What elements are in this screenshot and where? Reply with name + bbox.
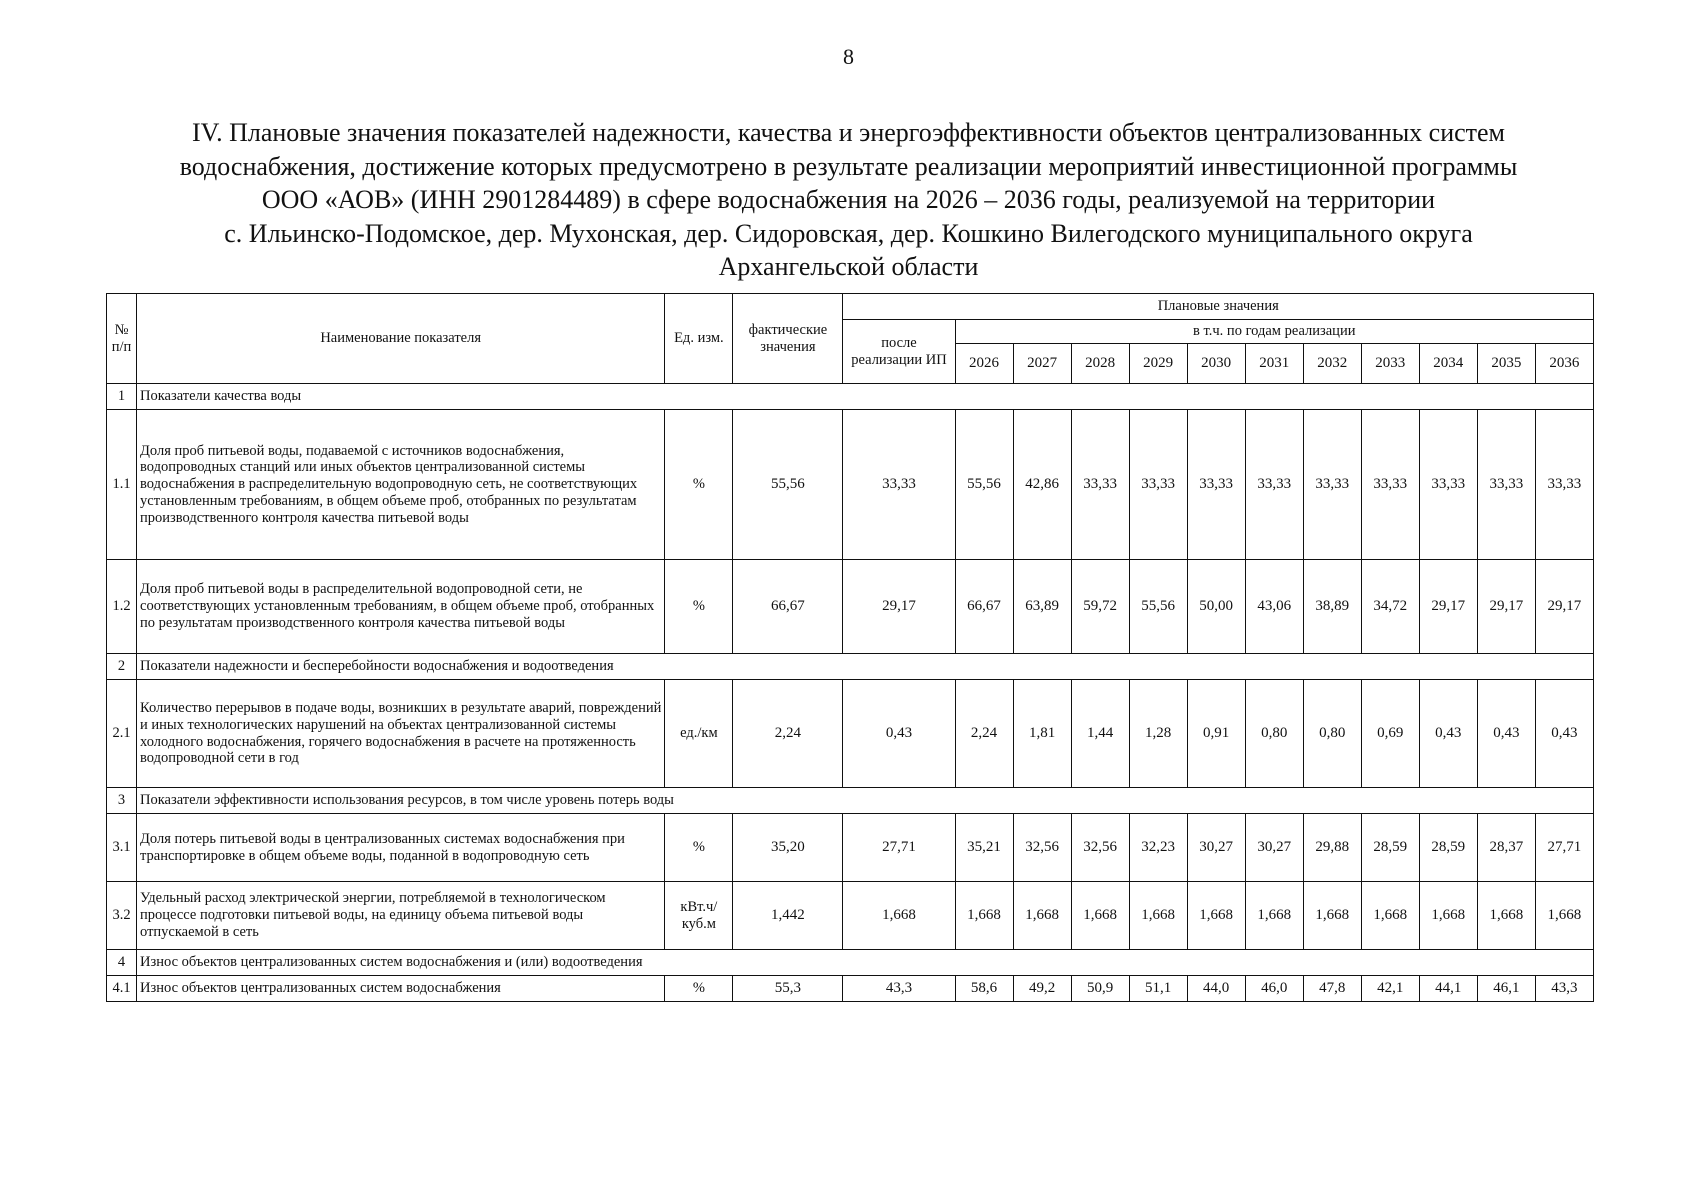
indicator-name: Доля проб питьевой воды в распределительной водопроводной сети, не соответствующих установленным требованиям, в общем объеме проб, отобранных по результатам производственного контроля качества питьевой воды [137,560,665,654]
heading-line: IV. Плановые значения показателей надежности, качества и энергоэффективности объектов централизованных систем [191,118,1506,147]
year-value-2033: 0,69 [1361,680,1419,788]
row-num: 3.1 [107,814,137,882]
header-by-years: в т.ч. по годам реализации [955,320,1593,344]
year-value-2027: 1,81 [1013,680,1071,788]
header-year-2029: 2029 [1129,344,1187,384]
year-value-2026: 2,24 [955,680,1013,788]
actual-value: 55,56 [733,410,843,560]
indicator-name: Количество перерывов в подаче воды, возникших в результате аварий, повреждений и иных технологических нарушений на объектах централизованной системы холодного водоснабжения, горячего водоснабжения в расчете на протяженность водопроводной сети в год [137,680,665,788]
year-value-2028: 1,44 [1071,680,1129,788]
year-value-2034: 1,668 [1419,882,1477,950]
heading-line: водоснабжения, достижение которых предусмотрено в результате реализации мероприятий инвестиционной программы [179,151,1518,181]
header-year-2034: 2034 [1419,344,1477,384]
year-value-2028: 33,33 [1071,410,1129,560]
year-value-2033: 42,1 [1361,976,1419,1002]
header-num: № п/п [107,294,137,384]
year-value-2034: 44,1 [1419,976,1477,1002]
year-value-2028: 59,72 [1071,560,1129,654]
row-num: 3.2 [107,882,137,950]
year-value-2031: 43,06 [1245,560,1303,654]
header-name: Наименование показателя [137,294,665,384]
year-value-2026: 58,6 [955,976,1013,1002]
year-value-2033: 34,72 [1361,560,1419,654]
section-title: Показатели эффективности использования ресурсов, в том числе уровень потерь воды [137,788,1594,814]
row-num: 1.2 [107,560,137,654]
heading-line: ООО «АОВ» (ИНН 2901284489) в сфере водоснабжения на 2026 – 2036 годы, реализуемой на территории [261,185,1436,214]
heading-line: Архангельской области [718,252,979,281]
section-title: Износ объектов централизованных систем водоснабжения и (или) водоотведения [137,950,1594,976]
page-number: 8 [843,44,854,69]
year-value-2030: 44,0 [1187,976,1245,1002]
section-row [107,788,1594,814]
year-value-2028: 50,9 [1071,976,1129,1002]
indicators-table [106,293,1594,1002]
header-after-implementation: после реализации ИП [843,320,955,384]
year-value-2032: 1,668 [1303,882,1361,950]
after-value: 1,668 [843,882,955,950]
year-value-2032: 29,88 [1303,814,1361,882]
year-value-2026: 55,56 [955,410,1013,560]
year-value-2036: 0,43 [1535,680,1593,788]
indicator-name: Доля потерь питьевой воды в централизованных системах водоснабжения при транспортировке в общем объеме воды, поданной в водопроводную сеть [137,814,665,882]
section-row [107,654,1594,680]
year-value-2029: 1,668 [1129,882,1187,950]
year-value-2036: 29,17 [1535,560,1593,654]
year-value-2030: 0,91 [1187,680,1245,788]
heading-line: с. Ильинско-Подомское, дер. Мухонская, дер. Сидоровская, дер. Кошкино Вилегодского муниципального округа [224,218,1473,248]
year-value-2026: 1,668 [955,882,1013,950]
year-value-2036: 43,3 [1535,976,1593,1002]
year-value-2027: 63,89 [1013,560,1071,654]
year-value-2032: 0,80 [1303,680,1361,788]
year-value-2029: 32,23 [1129,814,1187,882]
year-value-2036: 33,33 [1535,410,1593,560]
unit-cell: % [665,814,733,882]
year-value-2026: 66,67 [955,560,1013,654]
indicator-name: Удельный расход электрической энергии, потребляемой в технологическом процессе подготовки питьевой воды, на единицу объема питьевой воды отпускаемой в сеть [137,882,665,950]
header-year-2026: 2026 [955,344,1013,384]
year-value-2036: 1,668 [1535,882,1593,950]
unit-cell: ед./км [665,680,733,788]
indicator-name: Износ объектов централизованных систем водоснабжения [137,976,665,1002]
year-value-2032: 47,8 [1303,976,1361,1002]
header-year-2027: 2027 [1013,344,1071,384]
year-value-2030: 33,33 [1187,410,1245,560]
year-value-2029: 33,33 [1129,410,1187,560]
document-heading [60,116,1637,284]
row-num: 2.1 [107,680,137,788]
header-year-2032: 2032 [1303,344,1361,384]
table-row [107,560,1594,654]
actual-value: 35,20 [733,814,843,882]
section-num: 4 [107,950,137,976]
table-row [107,814,1594,882]
year-value-2031: 30,27 [1245,814,1303,882]
year-value-2026: 35,21 [955,814,1013,882]
header-year-2028: 2028 [1071,344,1129,384]
year-value-2030: 30,27 [1187,814,1245,882]
section-title: Показатели надежности и бесперебойности водоснабжения и водоотведения [137,654,1594,680]
unit-cell: % [665,976,733,1002]
row-num: 1.1 [107,410,137,560]
table-row [107,882,1594,950]
actual-value: 55,3 [733,976,843,1002]
section-num: 3 [107,788,137,814]
year-value-2030: 50,00 [1187,560,1245,654]
year-value-2036: 27,71 [1535,814,1593,882]
year-value-2028: 32,56 [1071,814,1129,882]
unit-cell: кВт.ч/ куб.м [665,882,733,950]
actual-value: 2,24 [733,680,843,788]
section-row [107,950,1594,976]
year-value-2029: 1,28 [1129,680,1187,788]
section-title: Показатели качества воды [137,384,1594,410]
header-year-2031: 2031 [1245,344,1303,384]
unit-cell: % [665,560,733,654]
year-value-2027: 32,56 [1013,814,1071,882]
table-row [107,410,1594,560]
year-value-2030: 1,668 [1187,882,1245,950]
year-value-2029: 55,56 [1129,560,1187,654]
year-value-2031: 0,80 [1245,680,1303,788]
table-row [107,680,1594,788]
year-value-2028: 1,668 [1071,882,1129,950]
indicator-name: Доля проб питьевой воды, подаваемой с источников водоснабжения, водопроводных станций или иных объектов централизованной системы водоснабжения в распределительную водопроводную сеть, не соответствующих установленным требованиям, в общем объеме проб, отобранных по результатам производственного контроля качества питьевой воды [137,410,665,560]
header-planned-group: Плановые значения [843,294,1594,320]
year-value-2034: 0,43 [1419,680,1477,788]
year-value-2027: 1,668 [1013,882,1071,950]
year-value-2035: 46,1 [1477,976,1535,1002]
year-value-2032: 33,33 [1303,410,1361,560]
year-value-2033: 33,33 [1361,410,1419,560]
year-value-2033: 1,668 [1361,882,1419,950]
year-value-2035: 28,37 [1477,814,1535,882]
after-value: 27,71 [843,814,955,882]
section-row [107,384,1594,410]
unit-cell: % [665,410,733,560]
actual-value: 66,67 [733,560,843,654]
year-value-2031: 1,668 [1245,882,1303,950]
header-year-2035: 2035 [1477,344,1535,384]
header-year-2036: 2036 [1535,344,1593,384]
year-value-2034: 28,59 [1419,814,1477,882]
year-value-2031: 33,33 [1245,410,1303,560]
year-value-2027: 49,2 [1013,976,1071,1002]
table-row [107,976,1594,1002]
header-actual: фактические значения [733,294,843,384]
after-value: 33,33 [843,410,955,560]
year-value-2033: 28,59 [1361,814,1419,882]
year-value-2034: 29,17 [1419,560,1477,654]
year-value-2035: 33,33 [1477,410,1535,560]
year-value-2034: 33,33 [1419,410,1477,560]
row-num: 4.1 [107,976,137,1002]
year-value-2035: 29,17 [1477,560,1535,654]
after-value: 29,17 [843,560,955,654]
year-value-2031: 46,0 [1245,976,1303,1002]
actual-value: 1,442 [733,882,843,950]
year-value-2035: 0,43 [1477,680,1535,788]
year-value-2035: 1,668 [1477,882,1535,950]
header-year-2033: 2033 [1361,344,1419,384]
after-value: 43,3 [843,976,955,1002]
section-num: 2 [107,654,137,680]
year-value-2027: 42,86 [1013,410,1071,560]
section-num: 1 [107,384,137,410]
year-value-2029: 51,1 [1129,976,1187,1002]
header-unit: Ед. изм. [665,294,733,384]
year-value-2032: 38,89 [1303,560,1361,654]
table-body [107,384,1594,1002]
header-year-2030: 2030 [1187,344,1245,384]
after-value: 0,43 [843,680,955,788]
